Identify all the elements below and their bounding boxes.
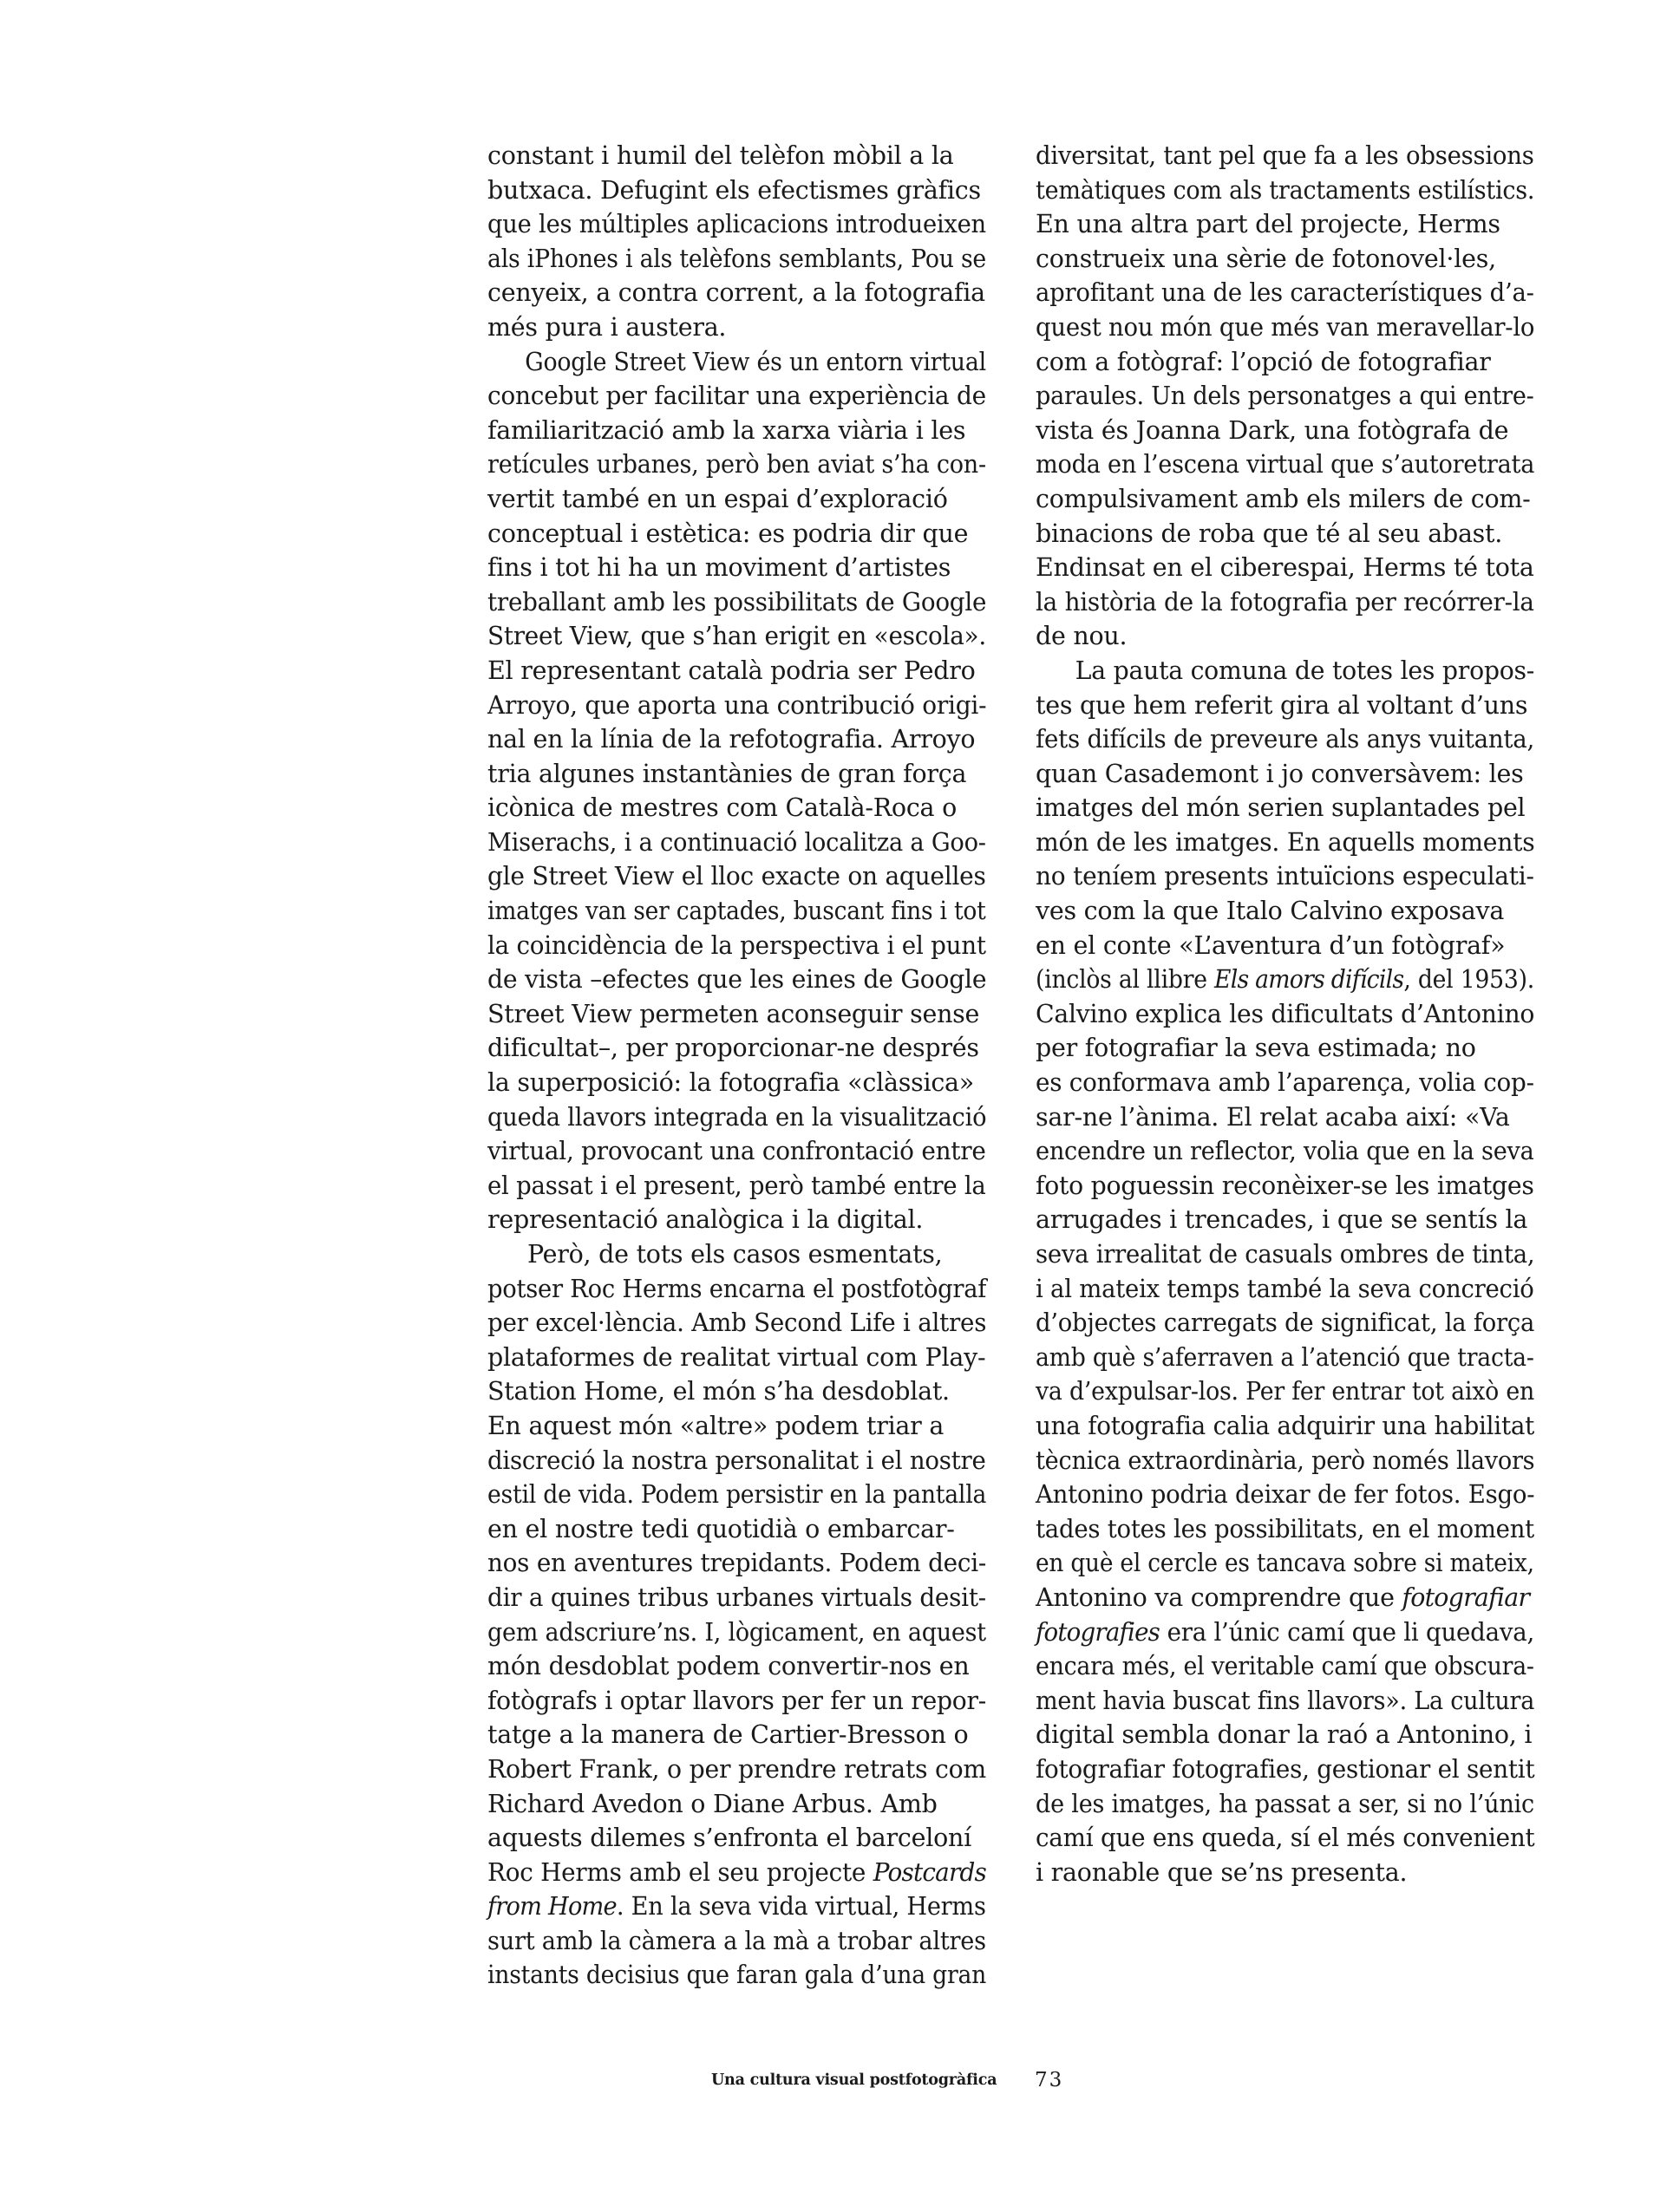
running-footer-title: Una cultura visual postfotogràfica [711,2072,997,2089]
text-run: El representant català podria ser Pedro [487,656,976,685]
text-line [487,757,986,792]
text-line [1036,1546,1534,1581]
text-run: representació analògica i la digital. [487,1205,924,1235]
text-line [487,1478,987,1512]
text-run: una fotografia calia adquirir una habilitat [1036,1411,1535,1440]
text-line [487,345,986,380]
text-line [1036,1752,1535,1787]
text-run: món de les imatges. En aquells moments [1036,827,1535,857]
text-line [487,894,986,929]
text-line [1036,1306,1535,1341]
text-run: la coincidència de la perspectiva i el punt [487,930,986,960]
text-line [1036,1615,1534,1650]
italic-title-text: Els amors difícils [1213,965,1404,995]
text-run: Arroyo, que aporta una contribució origi- [487,690,987,720]
text-run: conceptual i estètica: es podria dir que [487,519,969,548]
text-line [1036,1684,1535,1719]
text-run: seva irrealitat de casuals ombres de tinta, [1036,1240,1535,1269]
text-line [487,1444,986,1478]
text-line [1036,1581,1534,1615]
text-run: amb què s’aferraven a l’atenció que tracta- [1036,1342,1534,1372]
text-line [487,791,986,825]
text-run: plataformes de realitat virtual com Play- [487,1342,986,1372]
text-run: quest nou món que més van meravellar-lo [1036,312,1535,342]
text-run: en el conte «L’aventura d’un fotògraf» [1036,930,1506,960]
text-line [1036,1031,1534,1066]
text-run: instants decisius que faran gala d’una gran [487,1961,987,1990]
text-run: de vista –efectes que les eines de Google [487,965,987,995]
text-line [1036,345,1534,380]
text-line [1036,722,1535,757]
text-run: Però, de tots els casos esmentats, [527,1240,943,1269]
text-run: va d’expulsar-los. Per fer entrar tot això en [1036,1377,1535,1406]
text-line [487,1272,987,1307]
text-run: que les múltiples aplicacions introdueixen [487,210,986,239]
text-line [1036,1512,1534,1547]
text-line [487,859,986,894]
text-run: en què el cercle es tancava sobre si mateix, [1036,1549,1534,1578]
text-run: La pauta comuna de totes les propos- [1075,656,1535,685]
text-run: construeix una sèrie de fotonovel·les, [1036,244,1496,273]
text-line [487,276,986,310]
text-run: dir a quines tribus urbanes virtuals desit- [487,1582,986,1612]
text-run: es conformava amb l’aparença, volia cop- [1036,1068,1534,1098]
text-line [487,1924,986,1959]
text-line [487,1031,986,1066]
text-line [1036,1718,1534,1752]
text-line [1036,1444,1535,1478]
text-run: per fotografiar la seva estimada; no [1036,1034,1476,1063]
text-line [487,447,986,482]
text-run: ves com la que Italo Calvino exposava [1036,897,1505,926]
text-run: en el nostre tedi quotidià o embarcar- [487,1514,955,1543]
text-run: tades totes les possibilitats, en el moment [1036,1514,1534,1543]
text-run: Calvino explica les dificultats d’Antonino [1036,999,1535,1028]
text-line [1036,619,1534,654]
text-run: compulsivament amb els milers de com- [1036,484,1531,513]
text-run: Street View permeten aconseguir sense [487,999,980,1028]
text-line [1036,1787,1534,1822]
text-line [487,139,986,173]
text-run: camí que ens queda, sí el més convenient [1036,1824,1535,1853]
text-run: tria algunes instantànies de gran força [487,759,967,788]
text-line [487,1889,986,1924]
text-line [1036,929,1534,963]
text-line [1036,1100,1534,1135]
text-line [1036,1066,1534,1100]
text-line [487,585,987,620]
text-run: concebut per facilitar una experiència de [487,382,986,411]
text-run: era l’únic camí que li quedava, [1160,1617,1534,1647]
text-line [487,1546,987,1581]
text-line [1036,207,1534,242]
text-line [487,825,986,860]
text-run: Endinsat en el ciberespai, Herms té tota [1036,553,1534,583]
text-line [487,619,986,654]
text-line [1036,1821,1535,1856]
text-run: vertit també en un espai d’exploració [487,484,948,513]
text-line [487,1134,986,1169]
text-run: imatges van ser captades, buscant fins i tot [487,897,986,926]
italic-title-text: Postcards [873,1857,987,1887]
text-line [1036,962,1534,997]
text-run: constant i humil del telèfon mòbil a la [487,141,954,170]
text-run: discreció la nostra personalitat i el nostre [487,1445,986,1475]
text-line [1036,276,1534,310]
text-run: gle Street View el lloc exacte on aquelles [487,862,986,891]
text-line [1036,1237,1535,1272]
text-run: com a fotògraf: l’opció de fotografiar [1036,347,1491,376]
text-line [1036,173,1535,208]
text-line [487,310,986,345]
text-run: no teníem presents intuïcions especulati- [1036,862,1534,891]
text-run: foto poguessin reconèixer-se les imatges [1036,1171,1534,1200]
text-run: Antonino podria deixar de fer fotos. Esgo- [1036,1480,1535,1510]
text-line [487,1374,986,1409]
text-line [487,1684,986,1719]
text-line [1036,1649,1534,1684]
text-run: encendre un reflector, volia que en la seva [1036,1137,1534,1166]
text-run: d’objectes carregats de significat, la força [1036,1308,1535,1338]
text-line [1036,654,1535,688]
text-line [1036,447,1535,482]
text-run: tatge a la manera de Cartier-Bresson o [487,1720,969,1750]
text-line [487,551,986,585]
text-line [487,517,986,551]
text-run: de nou. [1036,622,1128,651]
text-run: quan Casademont i jo conversàvem: les [1036,759,1524,788]
text-line [487,962,987,997]
text-line [487,1787,986,1822]
text-line [487,1512,986,1547]
text-run: tes que hem referit gira al voltant d’uns [1036,690,1528,720]
text-run: Robert Frank, o per prendre retrats com [487,1754,986,1784]
text-line [487,1752,986,1787]
text-run: (inclòs al llibre [1036,965,1214,995]
text-line [1036,1341,1534,1375]
text-line [1036,310,1535,345]
text-line [1036,379,1534,414]
text-line [487,1203,986,1237]
text-run: Antonino va comprendre que [1036,1582,1402,1612]
text-run: sar-ne l’ànima. El relat acaba així: «Va [1036,1102,1510,1132]
text-run: digital sembla donar la raó a Antonino, i [1036,1720,1533,1750]
text-line [487,1169,986,1204]
text-line [1036,414,1534,448]
text-run: fotografiar fotografies, gestionar el sentit [1036,1754,1535,1784]
text-run: estil de vida. Podem persistir en la pantalla [487,1480,987,1510]
text-run: i al mateix temps també la seva concreció [1036,1274,1534,1303]
text-line [1036,791,1534,825]
text-run: la superposició: la fotografia «clàssica» [487,1068,974,1098]
text-line [1036,1856,1534,1890]
text-line [1036,997,1535,1032]
text-line [1036,757,1534,792]
text-run: , del 1953). [1403,965,1534,995]
text-run: encara més, el veritable camí que obscura- [1036,1652,1534,1681]
text-line [487,1958,987,1993]
text-run: fets difícils de preveure als anys vuitanta, [1036,725,1535,754]
text-line [487,654,986,688]
text-column-right [1036,139,1534,1889]
text-line [487,242,987,277]
text-run: binacions de roba que té al seu abast. [1036,519,1503,548]
text-run: . En la seva vida virtual, Herms [616,1892,986,1922]
text-run: món desdoblat podem convertir-nos en [487,1652,970,1681]
text-run: Google Street View és un entorn virtual [525,347,986,376]
text-run: diversitat, tant pel que fa a les obsessions [1036,141,1534,170]
text-line [487,1100,987,1135]
text-line [487,722,986,757]
text-line [487,1718,986,1752]
text-run: el passat i el present, però també entre la [487,1171,986,1200]
text-run: arrugades i trencades, i que se sentís la [1036,1205,1528,1235]
text-line [487,688,987,723]
text-run: queda llavors integrada en la visualització [487,1102,987,1132]
text-run: als iPhones i als telèfons semblants, Pou se [487,244,987,273]
text-line [487,414,986,448]
text-line [1036,688,1534,723]
text-run: paraules. Un dels personatges a qui entre- [1036,382,1534,411]
text-run: moda en l’escena virtual que s’autoretrata [1036,450,1535,480]
text-run: treballant amb les possibilitats de Google [487,587,987,617]
text-line [1036,894,1534,929]
text-line [487,1856,987,1890]
text-run: nos en aventures trepidants. Podem deci- [487,1549,987,1578]
text-run: Richard Avedon o Diane Arbus. Amb [487,1789,938,1818]
text-run: ment havia buscat fins llavors». La cultura [1036,1686,1535,1715]
text-line [1036,859,1534,894]
text-line [487,1581,986,1615]
text-run: més pura i austera. [487,312,727,342]
text-line [487,173,986,208]
text-run: fins i tot hi ha un moviment d’artistes [487,553,951,583]
text-line [1036,585,1534,620]
text-run: imatges del món serien suplantades pel [1036,793,1526,823]
text-line [487,997,986,1032]
text-run: En una altra part del projecte, Herms [1036,210,1500,239]
page-number: 73 [1035,2069,1064,2091]
text-run: i raonable que se’ns presenta. [1036,1857,1408,1887]
text-line [487,207,986,242]
text-run: Station Home, el món s’ha desdoblat. [487,1377,950,1406]
text-line [487,1409,986,1444]
text-line [487,1306,987,1341]
text-run: per excel·lència. Amb Second Life i altres [487,1308,987,1338]
text-run: Street View, que s’han erigit en «escola». [487,622,986,651]
text-run: Miserachs, i a continuació localitza a Goo- [487,827,986,857]
text-line [1036,551,1534,585]
text-run: virtual, provocant una confrontació entre [487,1137,986,1166]
text-run: tècnica extraordinària, però només llavors [1036,1445,1535,1475]
text-run: dificultat–, per proporcionar-ne després [487,1034,979,1063]
text-line [1036,1272,1534,1307]
text-run: gem adscriure’ns. I, lògicament, en aquest [487,1617,986,1647]
text-run: aquests dilemes s’enfronta el barceloní [487,1824,971,1853]
text-line [1036,517,1534,551]
text-line [1036,1169,1534,1204]
text-line [1036,1134,1534,1169]
text-line [487,1066,986,1100]
text-line [487,379,986,414]
text-line [1036,1409,1535,1444]
text-run: fotògrafs i optar llavors per fer un repor- [487,1686,986,1715]
text-line [1036,482,1534,517]
text-run: potser Roc Herms encarna el postfotògraf [487,1274,987,1303]
text-run: En aquest món «altre» podem triar a [487,1411,945,1440]
text-line [487,1341,986,1375]
text-run: surt amb la càmera a la mà a trobar altres [487,1926,986,1955]
text-run: aprofitant una de les característiques d’a- [1036,278,1534,308]
text-line [1036,1374,1535,1409]
text-line [487,1237,986,1272]
text-run: retícules urbanes, però ben aviat s’ha con- [487,450,986,480]
text-run: de les imatges, ha passat a ser, si no l’únic [1036,1789,1534,1818]
text-line [1036,139,1534,173]
italic-title-text: from Home [487,1892,617,1922]
text-line [1036,1203,1534,1237]
text-run: familiarització amb la xarxa viària i les [487,415,966,445]
italic-title-text: fotografies [1036,1617,1160,1647]
italic-title-text: fotografiar [1402,1582,1530,1612]
text-line [1036,1478,1535,1512]
text-line [487,482,986,517]
text-line [487,1649,986,1684]
text-run: butxaca. Defugint els efectismes gràfics [487,175,981,205]
text-column-left [487,139,986,1993]
text-line [1036,242,1534,277]
text-line [487,1615,986,1650]
text-line [487,929,986,963]
text-run: cenyeix, a contra corrent, a la fotografia [487,278,985,308]
text-run: la història de la fotografia per recórrer-la [1036,587,1534,617]
text-run: temàtiques com als tractaments estilístics. [1036,175,1535,205]
text-run: vista és Joanna Dark, una fotògrafa de [1036,415,1509,445]
text-run: nal en la línia de la refotografia. Arroyo [487,725,976,754]
text-line [487,1821,986,1856]
text-run: Roc Herms amb el seu projecte [487,1857,873,1887]
text-line [1036,825,1535,860]
text-run: icònica de mestres com Català-Roca o [487,793,958,823]
